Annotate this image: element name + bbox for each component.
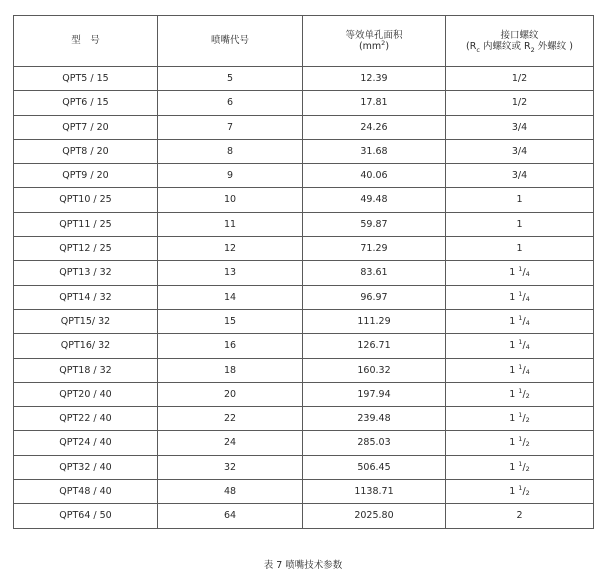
cell-thread: 1 $^1/_2$ [446, 480, 594, 504]
cell-area: 239.48 [303, 407, 446, 431]
cell-nozzle-code: 12 [158, 237, 303, 261]
cell-area: 24.26 [303, 115, 446, 139]
table-row [14, 504, 594, 528]
nozzle-spec-table [13, 15, 594, 529]
cell-model: QPT7 / 20 [14, 115, 158, 139]
cell-nozzle-code: 10 [158, 188, 303, 212]
cell-model: QPT20 / 40 [14, 382, 158, 406]
cell-model: QPT15/ 32 [14, 309, 158, 333]
cell-nozzle-code: 7 [158, 115, 303, 139]
cell-nozzle-code: 11 [158, 212, 303, 236]
cell-thread: 3/4 [446, 115, 594, 139]
cell-area: 160.32 [303, 358, 446, 382]
table-row [14, 382, 594, 406]
cell-model: QPT9 / 20 [14, 164, 158, 188]
cell-model: QPT18 / 32 [14, 358, 158, 382]
cell-thread: 1 $^1/_4$ [446, 358, 594, 382]
cell-area: 197.94 [303, 382, 446, 406]
table-row [14, 139, 594, 163]
cell-model: QPT10 / 25 [14, 188, 158, 212]
cell-thread: 1/2 [446, 67, 594, 91]
cell-area: 17.81 [303, 91, 446, 115]
table-body [14, 67, 594, 529]
cell-area: 285.03 [303, 431, 446, 455]
table-row [14, 67, 594, 91]
cell-area: 506.45 [303, 455, 446, 479]
header-row [14, 16, 594, 67]
cell-nozzle-code: 14 [158, 285, 303, 309]
cell-thread: 1 $^1/_4$ [446, 309, 594, 333]
table-row [14, 309, 594, 333]
cell-nozzle-code: 48 [158, 480, 303, 504]
cell-model: QPT8 / 20 [14, 139, 158, 163]
cell-model: QPT48 / 40 [14, 480, 158, 504]
cell-thread: 1 $^1/_2$ [446, 431, 594, 455]
cell-nozzle-code: 64 [158, 504, 303, 528]
cell-thread: 1 $^1/_4$ [446, 285, 594, 309]
header-area [303, 16, 446, 67]
cell-model: QPT22 / 40 [14, 407, 158, 431]
cell-nozzle-code: 5 [158, 67, 303, 91]
cell-area: 71.29 [303, 237, 446, 261]
cell-model: QPT12 / 25 [14, 237, 158, 261]
table-row [14, 480, 594, 504]
table-row [14, 358, 594, 382]
header-nozzle-code: 喷嘴代号 [158, 16, 303, 67]
cell-area: 126.71 [303, 334, 446, 358]
table-row [14, 455, 594, 479]
cell-nozzle-code: 15 [158, 309, 303, 333]
table-header [14, 16, 594, 67]
table-caption: 表 7 喷嘴技术参数 [263, 560, 343, 571]
cell-area: 59.87 [303, 212, 446, 236]
cell-nozzle-code: 9 [158, 164, 303, 188]
cell-thread: 3/4 [446, 164, 594, 188]
cell-area: 83.61 [303, 261, 446, 285]
cell-area: 40.06 [303, 164, 446, 188]
cell-thread: 1 $^1/_2$ [446, 455, 594, 479]
table-row [14, 237, 594, 261]
cell-nozzle-code: 18 [158, 358, 303, 382]
cell-area: 49.48 [303, 188, 446, 212]
cell-thread: 1/2 [446, 91, 594, 115]
header-area-title: 等效单孔面积 [345, 29, 403, 41]
cell-thread: 2 [446, 504, 594, 528]
table-row [14, 285, 594, 309]
header-thread [446, 16, 594, 67]
cell-thread: 1 $^1/_2$ [446, 407, 594, 431]
cell-thread: 1 $^1/_4$ [446, 261, 594, 285]
table-row [14, 115, 594, 139]
cell-thread: 1 [446, 212, 594, 236]
table-row [14, 431, 594, 455]
cell-model: QPT64 / 50 [14, 504, 158, 528]
cell-model: QPT6 / 15 [14, 91, 158, 115]
cell-model: QPT24 / 40 [14, 431, 158, 455]
cell-model: QPT14 / 32 [14, 285, 158, 309]
cell-nozzle-code: 22 [158, 407, 303, 431]
cell-nozzle-code: 13 [158, 261, 303, 285]
cell-model: QPT11 / 25 [14, 212, 158, 236]
cell-area: 111.29 [303, 309, 446, 333]
table-row [14, 261, 594, 285]
cell-thread: 1 [446, 188, 594, 212]
cell-nozzle-code: 8 [158, 139, 303, 163]
cell-thread: 1 [446, 237, 594, 261]
cell-nozzle-code: 16 [158, 334, 303, 358]
table-row [14, 334, 594, 358]
header-thread-note: ($R_c$ 内螺纹或 $R_2$ 外螺纹 ) [466, 41, 573, 54]
header-area-unit: $(mm^2)$ [358, 38, 390, 52]
cell-nozzle-code: 20 [158, 382, 303, 406]
cell-nozzle-code: 32 [158, 455, 303, 479]
cell-model: QPT32 / 40 [14, 455, 158, 479]
cell-area: 1138.71 [303, 480, 446, 504]
cell-model: QPT16/ 32 [14, 334, 158, 358]
table-row [14, 212, 594, 236]
cell-nozzle-code: 6 [158, 91, 303, 115]
cell-thread: 3/4 [446, 139, 594, 163]
cell-area: 12.39 [303, 67, 446, 91]
cell-nozzle-code: 24 [158, 431, 303, 455]
table-row [14, 188, 594, 212]
table-row [14, 407, 594, 431]
cell-area: 31.68 [303, 139, 446, 163]
cell-area: 2025.80 [303, 504, 446, 528]
cell-area: 96.97 [303, 285, 446, 309]
table-row [14, 91, 594, 115]
header-model: 型 号 [14, 16, 158, 67]
spec-table-container [13, 15, 593, 529]
cell-thread: 1 $^1/_2$ [446, 382, 594, 406]
header-thread-title: 接口螺纹 [500, 29, 539, 41]
table-row [14, 164, 594, 188]
cell-model: QPT13 / 32 [14, 261, 158, 285]
cell-model: QPT5 / 15 [14, 67, 158, 91]
cell-thread: 1 $^1/_4$ [446, 334, 594, 358]
